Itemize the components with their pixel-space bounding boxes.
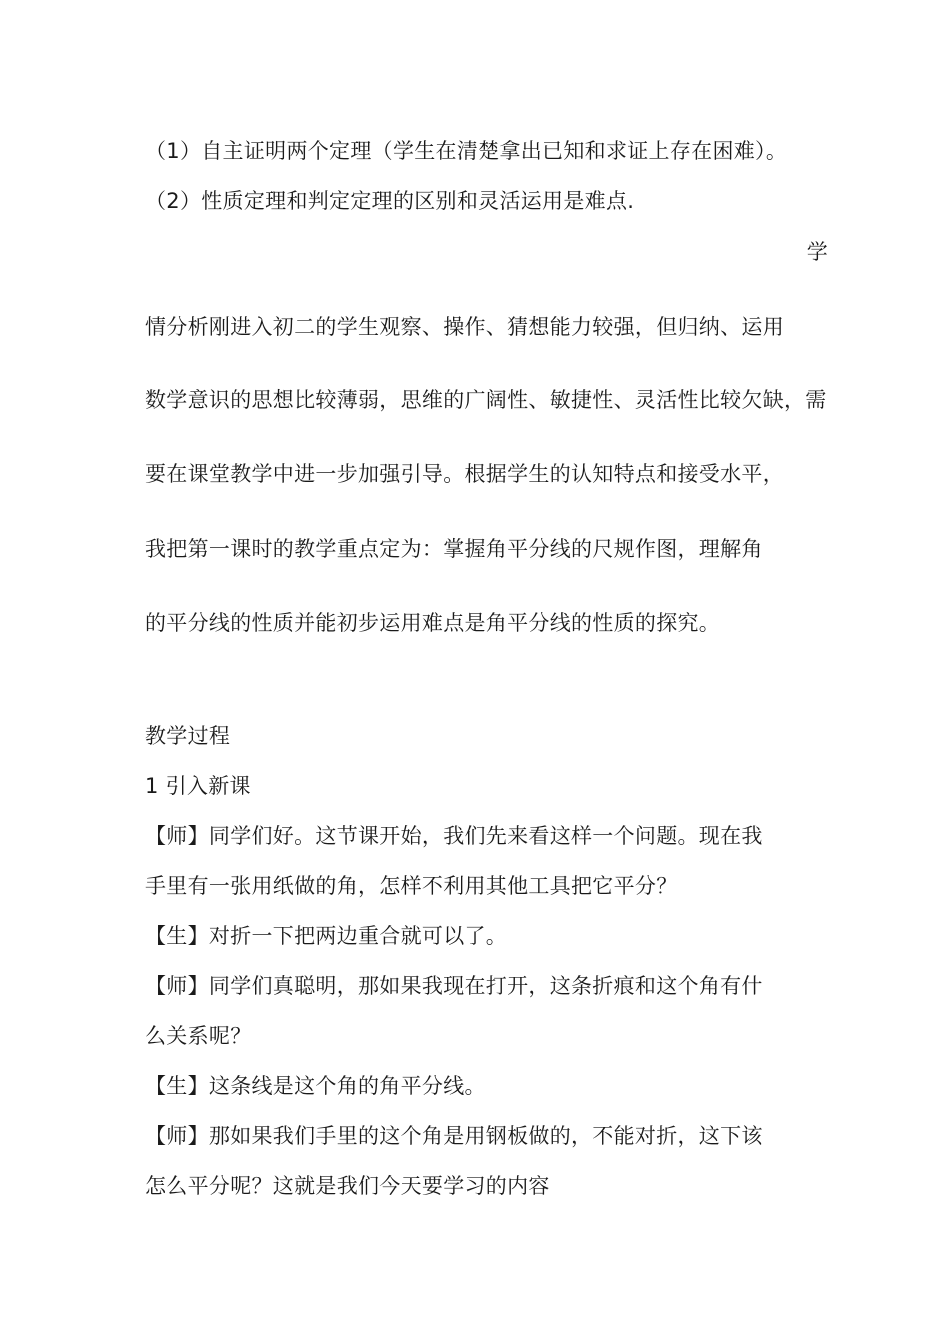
difficulty-item-2: （2）性质定理和判定定理的区别和灵活运用是难点. (145, 189, 635, 213)
analysis-line-1: 情分析刚进入初二的学生观察、操作、猜想能力较强，但归纳、运用 (145, 315, 784, 339)
dialogue-line-3: 【生】对折一下把两边重合就可以了。 (145, 924, 508, 948)
dialogue-line-8: 怎么平分呢？这就是我们今天要学习的内容 (145, 1174, 550, 1198)
process-heading: 教学过程 (145, 724, 231, 748)
dialogue-line-5: 么关系呢？ (145, 1024, 252, 1048)
dialogue-line-4: 【师】同学们真聪明，那如果我现在打开，这条折痕和这个角有什 (145, 974, 763, 998)
dialogue-line-1: 【师】同学们好。这节课开始，我们先来看这样一个问题。现在我 (145, 824, 763, 848)
analysis-line-5: 的平分线的性质并能初步运用难点是角平分线的性质的探究。 (145, 611, 721, 635)
analysis-tail-char: 学 (806, 240, 828, 264)
process-subheading: 1 引入新课 (145, 774, 251, 798)
dialogue-line-6: 【生】这条线是这个角的角平分线。 (145, 1074, 486, 1098)
dialogue-line-7: 【师】那如果我们手里的这个角是用钢板做的，不能对折，这下该 (145, 1124, 763, 1148)
difficulty-item-1: （1）自主证明两个定理（学生在清楚拿出已知和求证上存在困难）。 (145, 139, 788, 163)
analysis-line-4: 我把第一课时的教学重点定为：掌握角平分线的尺规作图，理解角 (145, 537, 763, 561)
analysis-line-3: 要在课堂教学中进一步加强引导。根据学生的认知特点和接受水平， (145, 462, 784, 486)
analysis-line-2: 数学意识的思想比较薄弱，思维的广阔性、敏捷性、灵活性比较欠缺，需 (145, 388, 827, 412)
dialogue-line-2: 手里有一张用纸做的角，怎样不利用其他工具把它平分？ (145, 874, 678, 898)
